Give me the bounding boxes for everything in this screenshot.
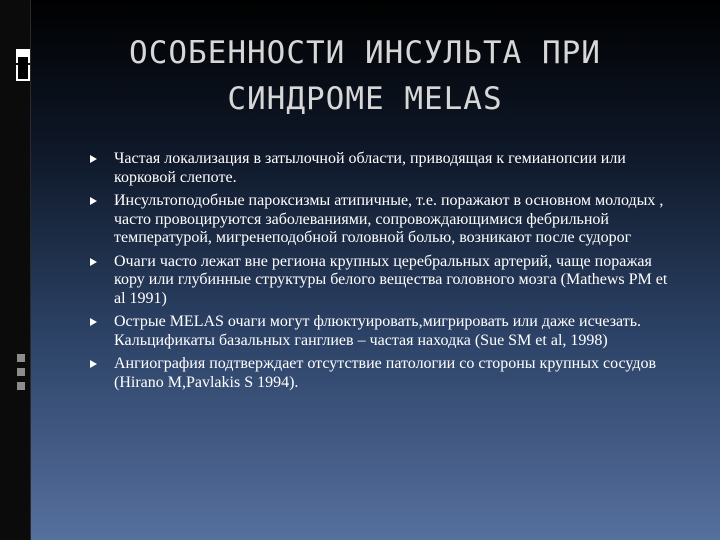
decor-small-square-icon [17, 354, 25, 362]
decor-square-icon [18, 57, 28, 79]
bullet-list [86, 150, 676, 397]
triangle-bullet-icon [90, 197, 97, 205]
bullet-text: Частая локализация в затылочной области, приводящая к гемианопсии или корковой слепоте. [114, 150, 626, 186]
slide-title-line-2: СИНДРОМЕ MELAS [227, 81, 503, 117]
bullet-text: Острые MELAS очаги могут флюктуировать,мигрировать или даже исчезать. Кальцификаты базальных ганглиев – частая находка (Sue SM et al, 1998) [114, 313, 642, 349]
triangle-bullet-icon [90, 258, 97, 266]
triangle-bullet-icon [90, 318, 97, 326]
bullet-text: Инсультоподобные пароксизмы атипичные, т.е. поражают в основном молодых , часто провоцируются заболеваниями, сопровождающимися фебрильной температурой, мигренеподобной головной болью, возникают после судорог [114, 192, 664, 246]
bullet-item [86, 192, 676, 248]
decor-small-square-icon [17, 382, 25, 390]
slide-title [40, 30, 690, 122]
decor-small-square-icon [17, 368, 25, 376]
slide-title-line-1: ОСОБЕННОСТИ ИНСУЛЬТА ПРИ [129, 35, 601, 71]
triangle-bullet-icon [90, 155, 97, 163]
bullet-item [86, 355, 676, 392]
left-decor-line [30, 0, 31, 540]
bullet-item [86, 150, 676, 187]
bullet-item [86, 313, 676, 350]
triangle-bullet-icon [90, 360, 97, 368]
bullet-item [86, 253, 676, 309]
bullet-text: Ангиография подтверждает отсутствие патологии со стороны крупных сосудов (Hirano M,Pavlakis S 1994). [114, 355, 657, 391]
left-decor-bar [0, 0, 30, 540]
bullet-text: Очаги часто лежат вне региона крупных церебральных артерий, чаще поражая кору или глубинные структуры белого вещества головного мозга (Mathews PM et al 1991) [114, 252, 668, 307]
